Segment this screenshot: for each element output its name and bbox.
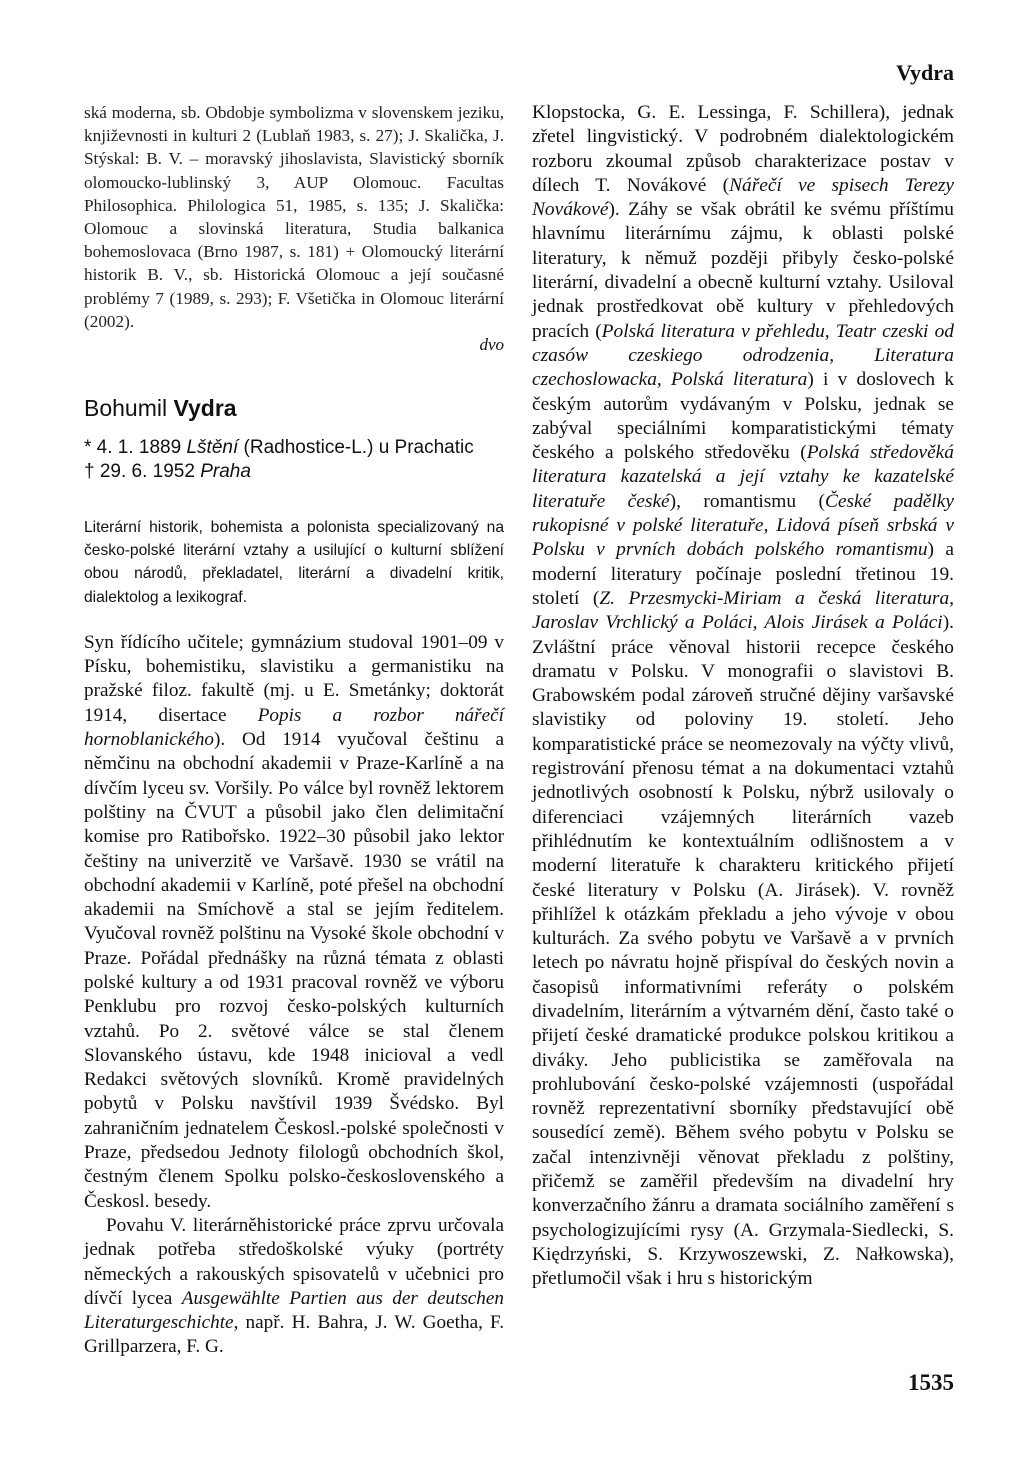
- text-run: ). Od 1914 vyučoval češtinu a němčinu na obchodní akademii v Praze-Karlíně a na dívčím lyceu sv. Voršily. Po válce byl rovněž lektorem polštiny na ČVUT a působil jako člen delimitační komise pro Ratibořsko. 1922–30 působil jako lektor češtiny na univerzitě ve Varšavě. 1930 se vrátil na obchodní akademii v Karlíně, poté přešel na obchodní akademii na Smíchově a stal se jejím ředitelem. Vyučoval rovněž polštinu na Vysoké škole obchodní v Praze. Pořádal přednášky na různá témata z oblasti polské kultury a od 1931 pracoval rovněž ve výboru Penklubu pro rozvoj česko-polských kulturních vztahů. Po 2. světové válce se stal členem Slovanského ústavu, kde 1948 inicioval a vedl Redakci světových slovníků. Kromě pravidelných pobytů v Polsku navštívil 1939 Švédsko. Byl zahraničním jednatelem Českosl.-polské společnosti v Praze, předsedou Jednoty filologů obchodních škol, čestným členem Spolku polsko-československého a Českosl. besedy.: [84, 729, 504, 1212]
- left-column: [84, 101, 504, 1360]
- death-line: [84, 460, 504, 484]
- entry-heading: [84, 395, 504, 422]
- body-paragraph-continued: [532, 101, 954, 1292]
- body-paragraph-1: [84, 631, 504, 1214]
- work-title: Nářečí ve spisech Terezy Novákové: [532, 174, 954, 221]
- text-run: Syn řídícího učitele; gymnázium studoval 1901–09 v Písku, bohemistiku, slavistiku a germanistiku na pražské filoz. fakultě (mj. u E. Smetánky; doktorát 1914, disertace: [84, 631, 504, 726]
- work-title: Ausgewählte Partien aus der deutschen Literaturgeschichte: [84, 1287, 505, 1334]
- text-run: ). Záhy se však obrátil ke svému příštímu hlavnímu literárnímu zájmu, k oblasti polské literatury, k němuž později přibyly česko-polské literární, divadelní a obecně kulturní vztahy. Usiloval jednak prostředkovat obě kultury v přehledových pracích (: [532, 199, 954, 342]
- work-title: Z. Przesmycki-Miriam a česká literatura, Jaroslav Vrchlický a Poláci, Alois Jirásek a Poláci: [532, 587, 955, 634]
- text-run: ) a moderní literatury počínaje poslední třetinou 19. století (: [532, 539, 954, 609]
- author-signature: dvo: [479, 335, 504, 355]
- birth-date: * 4. 1. 1889: [84, 437, 182, 459]
- death-date: † 29. 6. 1952: [84, 461, 195, 483]
- entry-surname: Vydra: [173, 395, 237, 422]
- entry-summary: Literární historik, bohemista a polonista specializovaný na česko-polské literární vztahy a usilující o kulturní sblížení obou národů, překladatel, literární a divadelní kritik, dialektolog a lexikograf.: [84, 519, 504, 606]
- death-place: Praha: [200, 461, 251, 483]
- work-title: Popis a rozbor nářečí hornoblanického: [84, 704, 504, 751]
- life-dates: [84, 436, 504, 484]
- bibliography-text: ská moderna, sb. Obdobje symbolizma v slovenskem jeziku, književnosti in kulturi 2 (Lublaň 1983, s. 27); J. Skalička, J. Stýskal: B. V. – moravský jihoslavista, Slavistický sborník olomoucko-lublinský 3, AUP Olomouc. Facultas Philosophica. Philologica 51, 1985, s. 135; J. Skalička: Olomouc a slovinská literatura, Studia balkanica bohemoslovaca (Brno 1987, s. 181) + Olomoucký literární historik B. V., sb. Historická Olomouc a její současné problémy 7 (1989, s. 293); F. Všetička in Olomouc literární (2002).: [84, 103, 504, 331]
- work-title: České padělky rukopisné v polské literatuře, Lidová píseň srbská v Polsku v prvních dobách polského romantismu: [532, 490, 954, 561]
- birth-line: [84, 436, 504, 460]
- right-column: [532, 101, 954, 1292]
- text-run: Klopstocka, G. E. Lessinga, F. Schillera), jednak zřetel lingvistický. V podrobném dialektologickém rozboru zkoumal způsob charakterizace postav v dílech T. Novákové (: [532, 102, 954, 196]
- birth-region: (Radhostice-L.) u Prachatic: [243, 437, 474, 459]
- bibliography-block: [84, 101, 504, 355]
- birth-place: Lštění: [186, 437, 239, 459]
- text-run: ), romantismu (: [669, 490, 825, 512]
- work-title: Polská literatura v přehledu, Teatr czeski od czasów czeskiego odrodzenia, Literatura czechoslowacka, Polská literatura: [532, 320, 954, 391]
- text-run: ) i v doslovech k českým autorům vydávaným v Polsku, jednak se zabýval speciálními komparatistickými tématy českého a polského středověku (: [532, 369, 955, 464]
- left-body-text: [84, 631, 504, 1360]
- work-title: Polská středověká literatura kazatelská a její vztahy ke kazatelské literatuře české: [532, 442, 954, 512]
- right-body-text: [532, 101, 954, 1292]
- text-run: Povahu V. literárněhistorické práce zprvu určovala jednak potřeba středoškolské výuky (portréty německých a rakouských spisovatelů v učebnici pro dívčí lycea: [84, 1214, 504, 1309]
- page-number: 1535: [908, 1370, 954, 1395]
- body-paragraph-2: [84, 1214, 504, 1360]
- text-run: ). Zvláštní práce věnoval historii recepce českého dramatu v Polsku. V monografii o slavistovi B. Grabowském podal zároveň stručné dějiny varšavské slavistiky od poloviny 19. století. Jeho komparatistické práce se neomezovaly na výčty vlivů, registrování přenosu témat a na dokumentaci vztahů jednotlivých osobností k Polsku, nýbrž usilovaly o diferenciaci vzájemných literárních vazeb přihlédnutím ke kontextuálním odlišnostem a v moderní literatuře k charakteru kritického přijetí české literatury v Polsku (A. Jirásek). V. rovněž přihlížel k otázkám překladu a jeho vývoje v obou kulturách. Za svého pobytu ve Varšavě a v prvních letech po návratu hojně přispíval do českých novin a časopisů informativními referáty o polském divadelním, literárním a výtvarném dění, často také o přijetí české dramatické produkce polskou kritikou a diváky. Jeho publicistika se zaměřovala na prohlubování česko-polské vzájemnosti (uspořádal rovněž reprezentativní sborníky představující obě sousedící země). Během svého pobytu v Polsku se začal intenzivněji věnovat překladu z polštiny, přičemž se zaměřil především na divadelní hry konverzačního žánru a dramata sociálního zaměření s psychologizujícími rysy (A. Grzymala-Siedlecki, S. Kiędrzyński, S. Krzywoszewski, Z. Nałkowska), přetlumočil však i hru s historickým: [532, 612, 954, 1290]
- entry-given-name: Bohumil: [84, 395, 168, 422]
- text-run: , např. H. Bahra, J. W. Goetha, F. Grillparzera, F. G.: [84, 1312, 504, 1358]
- running-head: Vydra: [896, 60, 954, 85]
